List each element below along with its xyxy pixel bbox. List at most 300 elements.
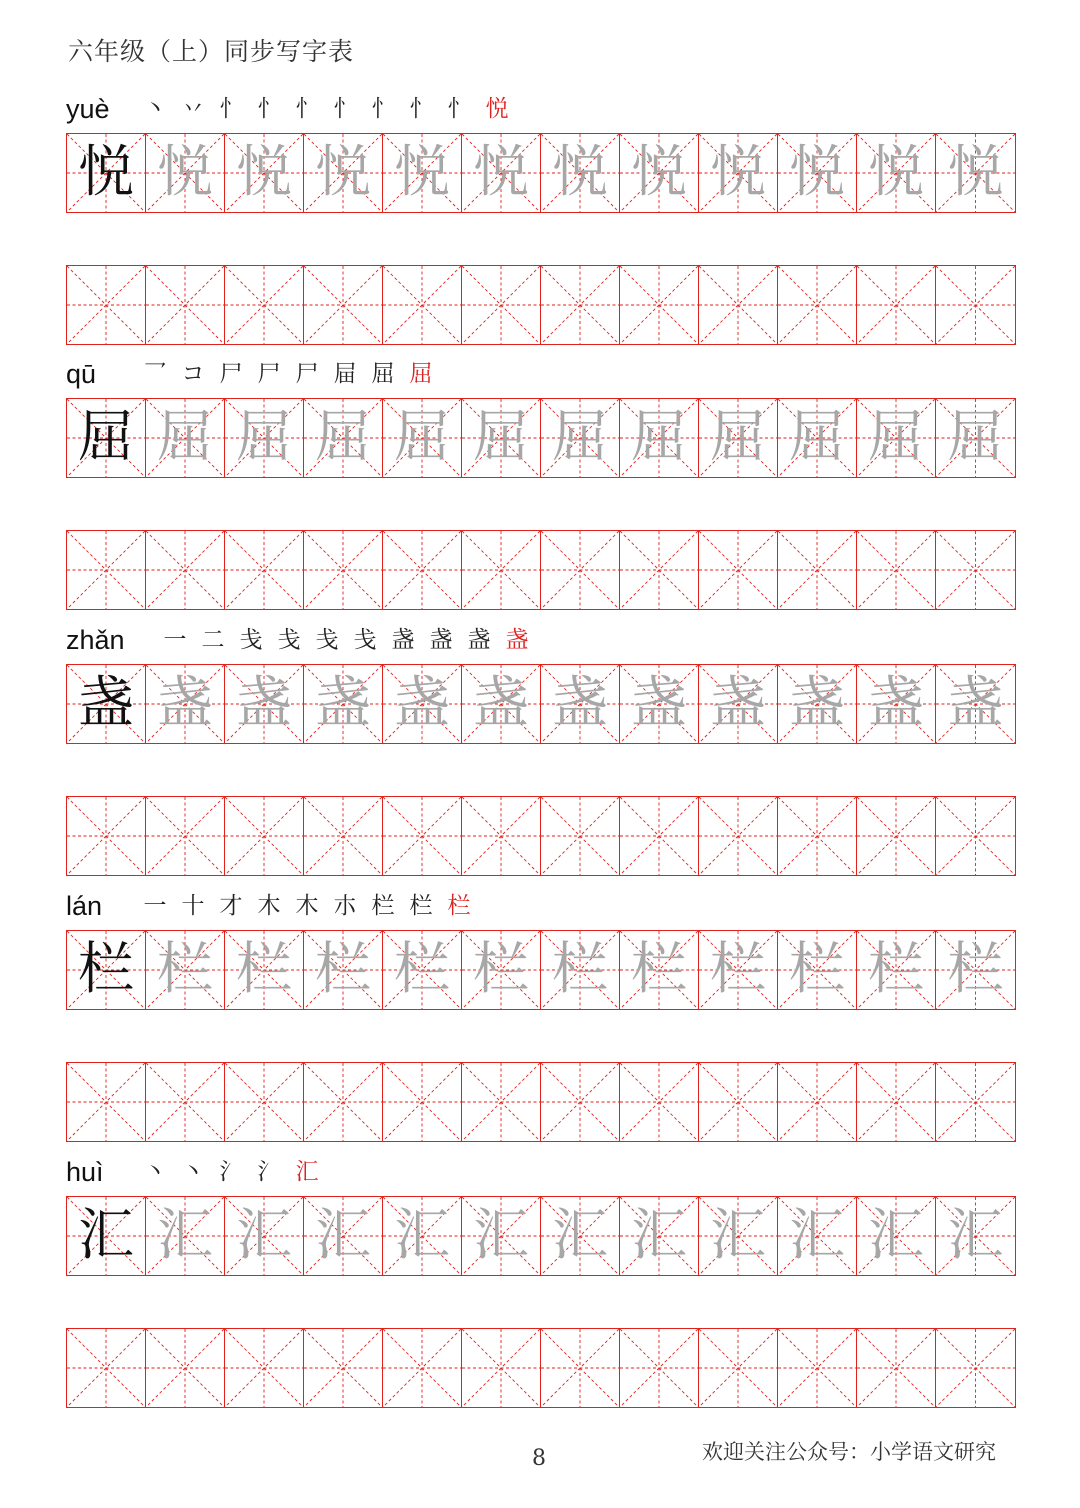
cell-guides	[620, 531, 698, 609]
trace-character: 栏	[236, 937, 292, 1002]
cell-guides	[304, 1329, 382, 1407]
cell-guides	[699, 531, 777, 609]
cell-guides	[620, 266, 698, 344]
stroke-step: 氵	[219, 1159, 243, 1185]
trace-cell[interactable]	[857, 665, 936, 743]
trace-cell[interactable]	[146, 1197, 225, 1275]
stroke-order	[138, 359, 438, 389]
trace-character: 悦	[552, 140, 608, 205]
trace-cell[interactable]	[541, 399, 620, 477]
trace-cell[interactable]	[699, 399, 778, 477]
cell-guides	[699, 1329, 777, 1407]
trace-character: 屈	[868, 405, 924, 470]
stroke-step: 栏	[447, 893, 471, 919]
empty-cell[interactable]	[146, 1063, 225, 1141]
empty-cell[interactable]	[857, 797, 936, 875]
cell-guides	[383, 797, 461, 875]
stroke-order	[138, 1157, 324, 1187]
trace-cell[interactable]	[146, 134, 225, 212]
stroke-step: 戋	[277, 627, 301, 653]
empty-cell[interactable]	[620, 797, 699, 875]
cell-guides	[620, 797, 698, 875]
cell-guides	[857, 266, 935, 344]
stroke-step: 屇	[333, 361, 357, 387]
cell-guides	[225, 1329, 303, 1407]
trace-character: 屈	[473, 405, 529, 470]
trace-cell[interactable]	[699, 931, 778, 1009]
trace-cell[interactable]	[699, 1197, 778, 1275]
empty-cell[interactable]	[778, 266, 857, 344]
trace-character: 汇	[473, 1203, 529, 1268]
cell-guides	[225, 266, 303, 344]
empty-cell[interactable]	[936, 266, 1015, 344]
trace-character: 栏	[157, 937, 213, 1002]
trace-character: 悦	[315, 140, 371, 205]
trace-character: 汇	[315, 1203, 371, 1268]
model-cell[interactable]	[67, 399, 146, 477]
trace-cell[interactable]	[620, 399, 699, 477]
empty-cell[interactable]	[383, 266, 462, 344]
trace-character: 栏	[552, 937, 608, 1002]
trace-cell[interactable]	[936, 931, 1015, 1009]
stroke-step: 丶	[143, 96, 167, 122]
trace-cell[interactable]	[936, 665, 1015, 743]
trace-character: 悦	[157, 140, 213, 205]
trace-character: 汇	[947, 1203, 1004, 1268]
trace-character: 栏	[868, 937, 924, 1002]
empty-cell[interactable]	[620, 1063, 699, 1141]
empty-cell[interactable]	[67, 797, 146, 875]
trace-cell[interactable]	[936, 1197, 1015, 1275]
empty-cell[interactable]	[699, 531, 778, 609]
trace-cell[interactable]	[225, 931, 304, 1009]
stroke-step: 朩	[333, 893, 357, 919]
stroke-step: 尸	[257, 361, 281, 387]
stroke-step: 二	[201, 627, 225, 653]
trace-cell[interactable]	[146, 399, 225, 477]
trace-character: 汇	[394, 1203, 450, 1268]
empty-cell[interactable]	[146, 531, 225, 609]
model-character: 悦	[78, 140, 134, 205]
trace-character: 栏	[473, 937, 529, 1002]
stroke-step: 戋	[353, 627, 377, 653]
trace-cell[interactable]	[225, 1197, 304, 1275]
trace-cell[interactable]	[462, 399, 541, 477]
trace-character: 屈	[710, 405, 766, 470]
empty-cell[interactable]	[857, 531, 936, 609]
stroke-step: 氵	[257, 1159, 281, 1185]
pinyin-label: qū	[66, 359, 97, 389]
stroke-step: 汇	[295, 1159, 319, 1185]
trace-character: 盏	[947, 671, 1004, 736]
empty-practice-row	[66, 530, 1016, 610]
empty-cell[interactable]	[699, 1329, 778, 1407]
trace-character: 汇	[868, 1203, 924, 1268]
cell-guides	[462, 1063, 540, 1141]
trace-character: 汇	[552, 1203, 608, 1268]
stroke-step: 戋	[239, 627, 263, 653]
empty-cell[interactable]	[857, 1329, 936, 1407]
stroke-step: 丶	[181, 1159, 205, 1185]
cell-guides	[304, 531, 382, 609]
trace-character: 汇	[789, 1203, 845, 1268]
trace-character: 汇	[157, 1203, 213, 1268]
trace-character: 盏	[394, 671, 450, 736]
stroke-step: 尸	[295, 361, 319, 387]
empty-cell[interactable]	[304, 1063, 383, 1141]
stroke-order	[138, 891, 476, 921]
cell-guides	[778, 531, 856, 609]
cell-guides	[699, 266, 777, 344]
empty-cell[interactable]	[462, 797, 541, 875]
trace-row	[66, 1196, 1016, 1276]
trace-character: 栏	[315, 937, 371, 1002]
trace-character: 盏	[236, 671, 292, 736]
trace-character: 栏	[710, 937, 766, 1002]
trace-cell[interactable]	[462, 1197, 541, 1275]
empty-cell[interactable]	[778, 1329, 857, 1407]
empty-cell[interactable]	[936, 1063, 1015, 1141]
trace-character: 悦	[710, 140, 766, 205]
empty-cell[interactable]	[225, 1329, 304, 1407]
trace-character: 栏	[947, 937, 1004, 1002]
trace-cell[interactable]	[304, 1197, 383, 1275]
trace-character: 屈	[552, 405, 608, 470]
stroke-step: 栏	[371, 893, 395, 919]
cell-guides	[383, 1329, 461, 1407]
trace-row	[66, 664, 1016, 744]
stroke-step: 十	[181, 893, 205, 919]
empty-cell[interactable]	[146, 1329, 225, 1407]
empty-cell[interactable]	[225, 1063, 304, 1141]
empty-cell[interactable]	[225, 531, 304, 609]
cell-guides	[541, 266, 619, 344]
empty-cell[interactable]	[620, 266, 699, 344]
empty-cell[interactable]	[541, 1063, 620, 1141]
stroke-step: 盏	[429, 627, 453, 653]
trace-character: 汇	[631, 1203, 687, 1268]
trace-cell[interactable]	[383, 134, 462, 212]
trace-character: 屈	[315, 405, 371, 470]
stroke-step: 盏	[505, 627, 529, 653]
cell-guides	[857, 1063, 935, 1141]
trace-character: 悦	[868, 140, 924, 205]
trace-character: 汇	[236, 1203, 292, 1268]
stroke-step: 才	[219, 893, 243, 919]
empty-cell[interactable]	[936, 1329, 1015, 1407]
trace-cell[interactable]	[857, 1197, 936, 1275]
trace-character: 屈	[789, 405, 845, 470]
trace-cell[interactable]	[304, 134, 383, 212]
model-cell[interactable]	[67, 134, 146, 212]
cell-guides	[225, 797, 303, 875]
cell-guides	[699, 1063, 777, 1141]
cell-guides	[936, 531, 1015, 609]
empty-cell[interactable]	[778, 797, 857, 875]
trace-character: 汇	[710, 1203, 766, 1268]
trace-character: 栏	[789, 937, 845, 1002]
trace-cell[interactable]	[225, 134, 304, 212]
stroke-step: 乛	[143, 361, 167, 387]
empty-cell[interactable]	[857, 1063, 936, 1141]
cell-guides	[304, 266, 382, 344]
empty-cell[interactable]	[857, 266, 936, 344]
empty-practice-row	[66, 1062, 1016, 1142]
cell-guides	[383, 531, 461, 609]
cell-guides	[620, 1063, 698, 1141]
cell-guides	[146, 1329, 224, 1407]
trace-cell[interactable]	[699, 134, 778, 212]
stroke-step: 栏	[409, 893, 433, 919]
cell-guides	[936, 1329, 1015, 1407]
trace-cell[interactable]	[462, 931, 541, 1009]
empty-cell[interactable]	[383, 1329, 462, 1407]
cell-guides	[304, 797, 382, 875]
empty-practice-row	[66, 796, 1016, 876]
trace-character: 盏	[315, 671, 371, 736]
empty-cell[interactable]	[699, 1063, 778, 1141]
trace-row	[66, 398, 1016, 478]
pinyin-label: zhǎn	[66, 625, 125, 655]
trace-cell[interactable]	[936, 399, 1015, 477]
stroke-step: 忄	[257, 96, 281, 122]
stroke-order	[138, 94, 514, 124]
stroke-step: 尸	[219, 361, 243, 387]
empty-cell[interactable]	[462, 1329, 541, 1407]
trace-character: 盏	[552, 671, 608, 736]
stroke-step: 悦	[485, 96, 509, 122]
model-character: 汇	[78, 1203, 134, 1268]
empty-practice-row	[66, 265, 1016, 345]
stroke-step: 忄	[333, 96, 357, 122]
model-character: 盏	[78, 671, 134, 736]
empty-cell[interactable]	[225, 797, 304, 875]
trace-cell[interactable]	[383, 399, 462, 477]
trace-cell[interactable]	[304, 399, 383, 477]
empty-cell[interactable]	[936, 797, 1015, 875]
empty-cell[interactable]	[304, 1329, 383, 1407]
cell-guides	[699, 797, 777, 875]
cell-guides	[225, 531, 303, 609]
empty-cell[interactable]	[67, 531, 146, 609]
cell-guides	[541, 1063, 619, 1141]
trace-row	[66, 133, 1016, 213]
model-cell[interactable]	[67, 931, 146, 1009]
stroke-step: コ	[181, 361, 205, 387]
stroke-step: 盏	[467, 627, 491, 653]
stroke-step: 丷	[181, 96, 205, 122]
trace-cell[interactable]	[146, 665, 225, 743]
trace-cell[interactable]	[778, 134, 857, 212]
cell-guides	[67, 797, 145, 875]
stroke-step: 木	[257, 893, 281, 919]
cell-guides	[541, 1329, 619, 1407]
cell-guides	[462, 266, 540, 344]
stroke-step: 忄	[447, 96, 471, 122]
trace-character: 悦	[394, 140, 450, 205]
stroke-step: 戋	[315, 627, 339, 653]
empty-cell[interactable]	[383, 1063, 462, 1141]
empty-cell[interactable]	[541, 797, 620, 875]
empty-cell[interactable]	[146, 797, 225, 875]
page-title: 六年级（上）同步写字表	[68, 37, 355, 66]
trace-character: 悦	[236, 140, 292, 205]
empty-cell[interactable]	[541, 531, 620, 609]
empty-cell[interactable]	[383, 797, 462, 875]
cell-guides	[936, 266, 1015, 344]
cell-guides	[541, 797, 619, 875]
empty-cell[interactable]	[67, 1329, 146, 1407]
cell-guides	[936, 797, 1015, 875]
cell-guides	[541, 531, 619, 609]
cell-guides	[146, 1063, 224, 1141]
cell-guides	[857, 797, 935, 875]
model-character: 栏	[78, 937, 134, 1002]
trace-row	[66, 930, 1016, 1010]
model-cell[interactable]	[67, 665, 146, 743]
cell-guides	[225, 1063, 303, 1141]
model-cell[interactable]	[67, 1197, 146, 1275]
trace-character: 盏	[868, 671, 924, 736]
stroke-step: 盏	[391, 627, 415, 653]
stroke-step: 一	[143, 893, 167, 919]
stroke-step: 忄	[371, 96, 395, 122]
character-section	[66, 1155, 1016, 1475]
trace-cell[interactable]	[225, 665, 304, 743]
empty-cell[interactable]	[304, 531, 383, 609]
trace-cell[interactable]	[857, 931, 936, 1009]
empty-cell[interactable]	[541, 266, 620, 344]
trace-cell[interactable]	[541, 1197, 620, 1275]
trace-character: 悦	[631, 140, 687, 205]
trace-character: 盏	[710, 671, 766, 736]
cell-guides	[857, 531, 935, 609]
trace-cell[interactable]	[620, 931, 699, 1009]
cell-guides	[936, 1063, 1015, 1141]
trace-cell[interactable]	[778, 399, 857, 477]
stroke-step: 忄	[219, 96, 243, 122]
empty-cell[interactable]	[304, 266, 383, 344]
trace-character: 悦	[789, 140, 845, 205]
trace-cell[interactable]	[778, 665, 857, 743]
empty-cell[interactable]	[462, 531, 541, 609]
trace-character: 盏	[157, 671, 213, 736]
stroke-step: 一	[163, 627, 187, 653]
trace-character: 盏	[631, 671, 687, 736]
trace-cell[interactable]	[541, 134, 620, 212]
trace-cell[interactable]	[620, 1197, 699, 1275]
trace-character: 屈	[236, 405, 292, 470]
trace-cell[interactable]	[462, 665, 541, 743]
empty-cell[interactable]	[146, 266, 225, 344]
empty-cell[interactable]	[778, 531, 857, 609]
trace-character: 栏	[394, 937, 450, 1002]
pinyin-label: lán	[66, 891, 103, 921]
empty-cell[interactable]	[699, 266, 778, 344]
cell-guides	[462, 1329, 540, 1407]
empty-cell[interactable]	[304, 797, 383, 875]
trace-cell[interactable]	[304, 665, 383, 743]
empty-cell[interactable]	[620, 531, 699, 609]
trace-character: 盏	[473, 671, 529, 736]
empty-practice-row	[66, 1328, 1016, 1408]
trace-cell[interactable]	[304, 931, 383, 1009]
cell-guides	[304, 1063, 382, 1141]
trace-cell[interactable]	[936, 134, 1015, 212]
cell-guides	[383, 1063, 461, 1141]
stroke-step: 屈	[409, 361, 433, 387]
trace-cell[interactable]	[383, 665, 462, 743]
trace-character: 屈	[631, 405, 687, 470]
trace-cell[interactable]	[146, 931, 225, 1009]
cell-guides	[146, 797, 224, 875]
cell-guides	[778, 1063, 856, 1141]
empty-cell[interactable]	[699, 797, 778, 875]
cell-guides	[620, 1329, 698, 1407]
trace-cell[interactable]	[225, 399, 304, 477]
stroke-order	[158, 625, 534, 655]
trace-character: 盏	[789, 671, 845, 736]
cell-guides	[462, 531, 540, 609]
trace-cell[interactable]	[541, 931, 620, 1009]
cell-guides	[67, 1063, 145, 1141]
trace-character: 屈	[394, 405, 450, 470]
cell-guides	[67, 531, 145, 609]
stroke-step: 木	[295, 893, 319, 919]
trace-cell[interactable]	[541, 665, 620, 743]
cell-guides	[778, 266, 856, 344]
empty-cell[interactable]	[778, 1063, 857, 1141]
stroke-step: 忄	[409, 96, 433, 122]
empty-cell[interactable]	[541, 1329, 620, 1407]
trace-cell[interactable]	[620, 665, 699, 743]
footer-note: 欢迎关注公众号：小学语文研究	[702, 1440, 996, 1464]
empty-cell[interactable]	[67, 266, 146, 344]
empty-cell[interactable]	[225, 266, 304, 344]
empty-cell[interactable]	[383, 531, 462, 609]
stroke-step: 忄	[295, 96, 319, 122]
trace-cell[interactable]	[462, 134, 541, 212]
empty-cell[interactable]	[936, 531, 1015, 609]
empty-cell[interactable]	[462, 266, 541, 344]
stroke-step: 屈	[371, 361, 395, 387]
cell-guides	[778, 797, 856, 875]
empty-cell[interactable]	[620, 1329, 699, 1407]
trace-cell[interactable]	[620, 134, 699, 212]
trace-cell[interactable]	[778, 1197, 857, 1275]
cell-guides	[462, 797, 540, 875]
cell-guides	[67, 1329, 145, 1407]
cell-guides	[146, 266, 224, 344]
pinyin-label: yuè	[66, 94, 110, 124]
trace-cell[interactable]	[383, 931, 462, 1009]
trace-character: 悦	[947, 140, 1004, 205]
trace-cell[interactable]	[857, 134, 936, 212]
trace-character: 屈	[947, 405, 1004, 470]
pinyin-label: huì	[66, 1157, 104, 1187]
trace-character: 栏	[631, 937, 687, 1002]
empty-cell[interactable]	[67, 1063, 146, 1141]
trace-cell[interactable]	[778, 931, 857, 1009]
trace-character: 屈	[157, 405, 213, 470]
trace-cell[interactable]	[383, 1197, 462, 1275]
trace-character: 悦	[473, 140, 529, 205]
trace-cell[interactable]	[857, 399, 936, 477]
cell-guides	[67, 266, 145, 344]
trace-cell[interactable]	[699, 665, 778, 743]
cell-guides	[857, 1329, 935, 1407]
empty-cell[interactable]	[462, 1063, 541, 1141]
